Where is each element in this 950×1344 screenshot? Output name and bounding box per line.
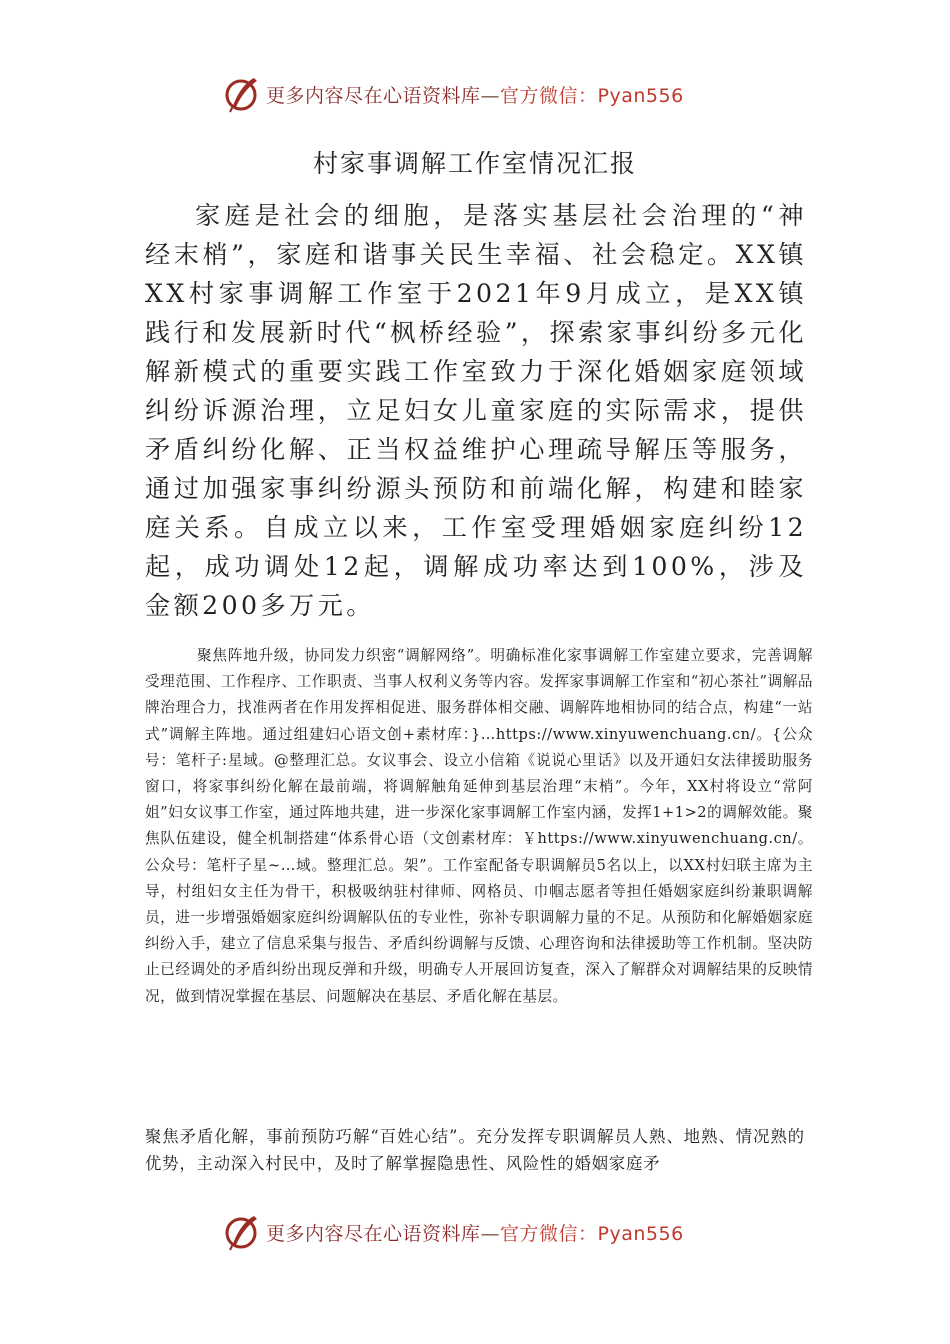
- footer-banner: [224, 1208, 684, 1256]
- header-banner: [224, 70, 684, 118]
- banner-wechat-text: 官方微信：Pyan556: [500, 1222, 684, 1245]
- banner-separator: —: [480, 1222, 501, 1245]
- lead-paragraph: 家庭是社会的细胞，是落实基层社会治理的“神经末梢”，家庭和谐事关民生幸福、社会稳定。XX镇XX村家事调解工作室于2021年9月成立，是XX镇践行和发展新时代“枫桥经验”，探索家事纠纷多元化解新模式的重要实践工作室致力于深化婚姻家庭领域纠纷诉源治理，立足妇女儿童家庭的实际需求，提供矛盾纠纷化解、正当权益维护心理疏导解压等服务，通过加强家事纠纷源头预防和前端化解，构建和睦家庭关系。自成立以来，工作室受理婚姻家庭纠纷12起，成功调处12起，调解成功率达到100%，涉及金额200多万元。: [145, 201, 807, 620]
- trailing-paragraph: 聚焦矛盾化解，事前预防巧解“百姓心结”。充分发挥专职调解员人熟、地熟、情况熟的优势，主动深入村民中，及时了解掌握隐患性、风险性的婚姻家庭矛: [145, 1127, 805, 1173]
- body-paragraph: 聚焦阵地升级，协同发力织密“调解网络”。明确标准化家事调解工作室建立要求，完善调解受理范围、工作程序、工作职责、当事人权利义务等内容。发挥家事调解工作室和“初心茶社”调解品牌治理合力，找准两者在作用发挥相促进、服务群体相交融、调解阵地相协同的结合点，构建“一站式”调解主阵地。通过组建妇心语文创+素材库：}…https://www.xinyuwenchuang.cn/。{公众号：笔杆子:星域。@整理汇总。女议事会、设立小信箱《说说心里话》以及开通妇女法律援助服务窗口，将家事纠纷化解在最前端，将调解触角延伸到基层治理“末梢”。今年，XX村将设立“常阿姐”妇女议事工作室，通过阵地共建，进一步深化家事调解工作室内涵，发挥1+1>2的调解效能。聚焦队伍建设，健全机制搭建“体系骨心语（文创素材库：￥https://www.xinyuwenchuang.cn/。公众号：笔杆子星~…域。整理汇总。架”。工作室配备专职调解员5名以上，以XX村妇联主席为主导，村组妇女主任为骨干，积极吸纳驻村律师、网格员、巾帼志愿者等担任婚姻家庭纠纷兼职调解员，进一步增强婚姻家庭纠纷调解队伍的专业性，弥补专职调解力量的不足。从预防和化解婚姻家庭纠纷入手，建立了信息采集与报告、矛盾纠纷调解与反馈、心理咨询和法律援助等工作机制。坚决防止已经调处的矛盾纠纷出现反弹和升级，明确专人开展回访复查，深入了解群众对调解结果的反映情况，做到情况掌握在基层、问题解决在基层、矛盾化解在基层。: [145, 647, 813, 1005]
- banner-text: [266, 1219, 684, 1246]
- quill-pen-logo-icon: [224, 74, 260, 114]
- quill-pen-logo-icon: [224, 1212, 260, 1252]
- banner-separator: —: [480, 84, 501, 107]
- banner-wechat-text: 官方微信：Pyan556: [500, 84, 684, 107]
- banner-main-text: 更多内容尽在心语资料库: [266, 1222, 481, 1245]
- document-title: 村家事调解工作室情况汇报: [312, 149, 637, 178]
- banner-main-text: 更多内容尽在心语资料库: [266, 84, 481, 107]
- banner-text: [266, 81, 684, 108]
